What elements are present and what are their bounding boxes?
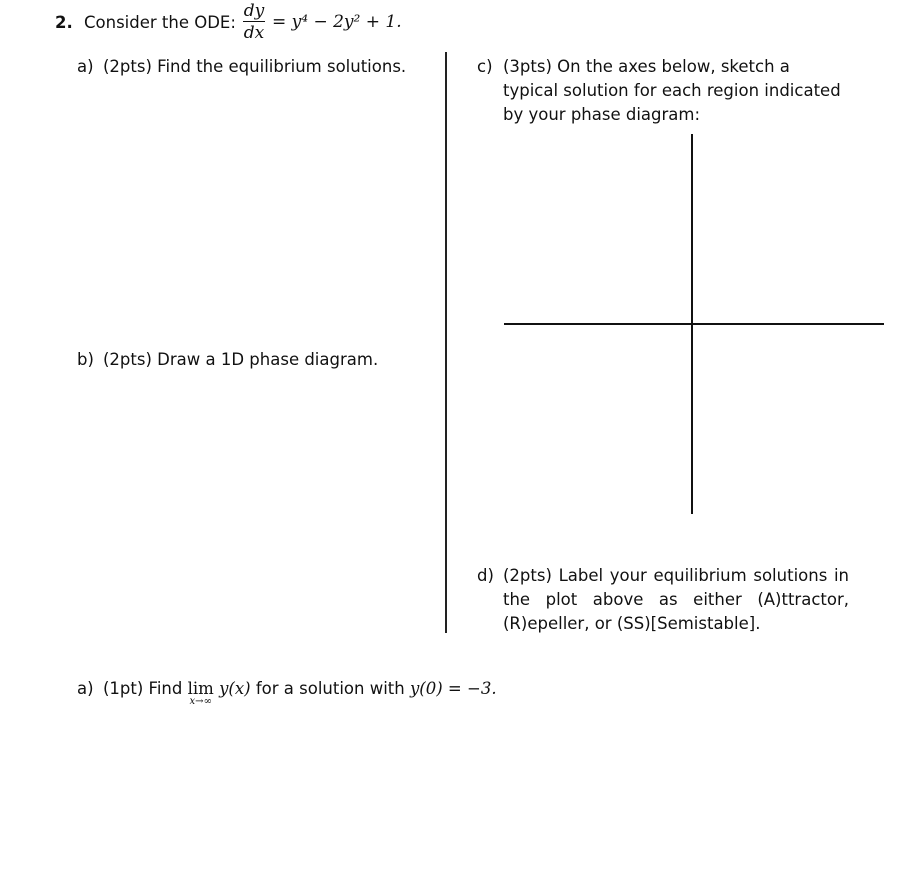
- derivative-denominator: dx: [243, 23, 265, 43]
- ode-rhs: = y⁴ − 2y² + 1.: [272, 12, 402, 32]
- part-d: [477, 564, 849, 636]
- part-limit-prefix: (1pt) Find: [103, 679, 183, 698]
- part-c-text: (3pts) On the axes below, sketch a typical solution for each region indicated by your phase diagram:: [503, 57, 841, 124]
- part-limit: [77, 677, 497, 706]
- limit-word: lim: [187, 679, 214, 698]
- limit-operator: [188, 677, 214, 706]
- question-number: 2.: [55, 13, 73, 32]
- part-c-label: c): [477, 57, 493, 76]
- part-a: [77, 55, 406, 79]
- part-c: [477, 55, 849, 127]
- question-stem: Consider the ODE:: [84, 13, 236, 32]
- part-b: [77, 348, 378, 372]
- part-d-text: (2pts) Label your equilibrium solutions in the plot above as either (A)ttractor, (R)epeller, or (SS)[Semistable].: [503, 566, 849, 633]
- part-d-label: d): [477, 566, 494, 585]
- part-a-text: (2pts) Find the equilibrium solutions.: [103, 57, 407, 76]
- derivative-numerator: dy: [243, 1, 265, 21]
- part-limit-middle: for a solution with: [255, 679, 405, 698]
- part-b-text: (2pts) Draw a 1D phase diagram.: [103, 350, 379, 369]
- part-limit-label: a): [77, 679, 94, 698]
- sketch-axes: [500, 130, 890, 520]
- limit-subscript: x→∞: [189, 696, 212, 707]
- column-divider: [445, 52, 447, 633]
- part-b-label: b): [77, 350, 94, 369]
- part-a-label: a): [77, 57, 94, 76]
- initial-condition: y(0) = −3.: [409, 679, 497, 698]
- derivative-fraction: [243, 2, 265, 42]
- limit-function: y(x): [219, 679, 251, 698]
